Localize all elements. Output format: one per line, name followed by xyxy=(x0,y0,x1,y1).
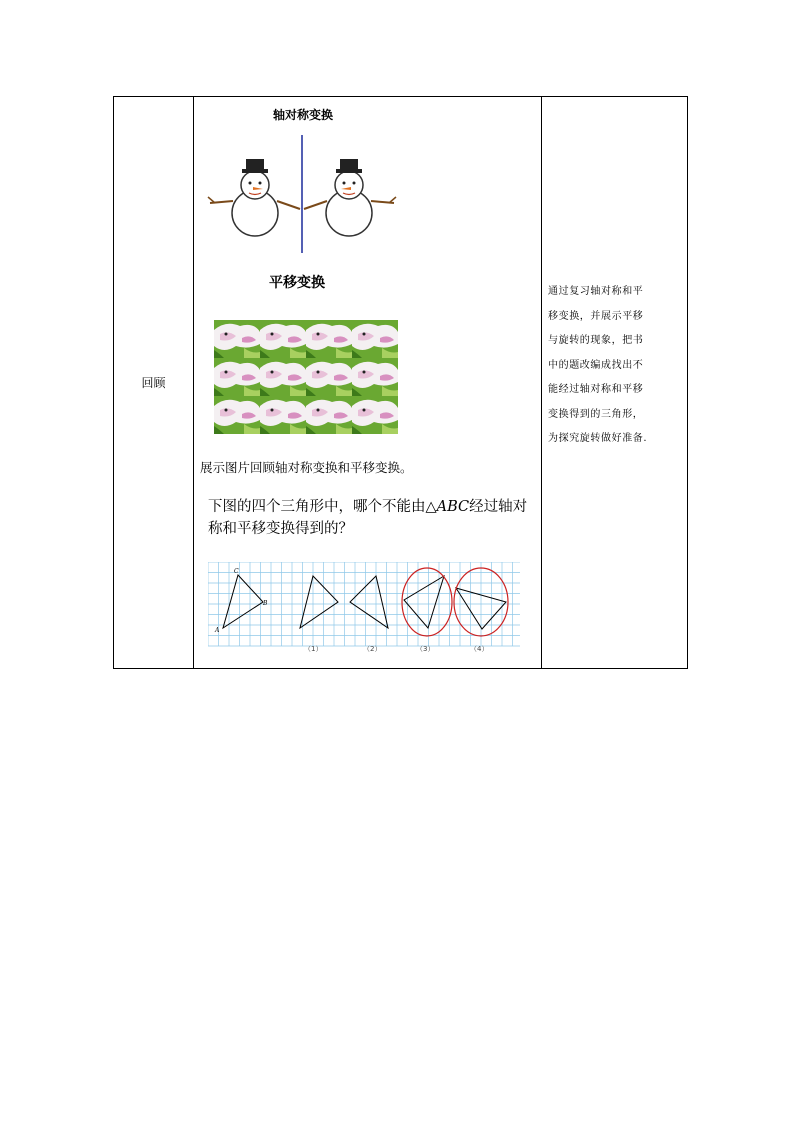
triangle-option-1 xyxy=(300,576,338,628)
notes-line: 为探究旋转做好准备. xyxy=(548,433,648,444)
vertex-label-c: C xyxy=(234,568,239,575)
triangle-option-3 xyxy=(404,576,444,628)
triangle-option-2 xyxy=(350,576,388,628)
option-label-3: （3） xyxy=(416,645,435,653)
question-text-start: 下图的四个三角形中，哪个不能由△ xyxy=(208,499,437,515)
option-label-2: （2） xyxy=(363,645,382,653)
question-triangle-name: ABC xyxy=(436,499,470,515)
translation-title: 平移变换 xyxy=(269,275,325,291)
triangle-grid-figure xyxy=(208,562,524,656)
axis-symmetry-title: 轴对称变换 xyxy=(273,108,334,122)
image-caption: 展示图片回顾轴对称变换和平移变换。 xyxy=(200,460,413,475)
option-label-1: （1） xyxy=(304,645,323,653)
notes-line: 中的题改编成找出不 xyxy=(548,359,644,371)
notes-line: 通过复习轴对称和平 xyxy=(548,286,644,297)
column-divider xyxy=(541,97,542,668)
vertex-label-a: A xyxy=(215,627,220,634)
notes-line: 移变换，并展示平移 xyxy=(548,310,644,322)
notes-line: 与旋转的现象，把书 xyxy=(548,335,644,346)
row-label: 回顾 xyxy=(141,376,166,390)
notes-line: 变换得到的三角形， xyxy=(548,408,644,420)
vertex-label-b: B xyxy=(263,600,268,607)
notes-line: 能经过轴对称和平移 xyxy=(548,384,644,395)
snowmen-symmetry-image xyxy=(205,135,405,255)
highlight-circle-3 xyxy=(402,568,452,636)
column-divider xyxy=(193,97,194,668)
question-text xyxy=(208,496,538,540)
question-text-end: 经过轴对称和平移变换得到的？ xyxy=(208,499,528,537)
bird-tessellation-image xyxy=(214,320,398,434)
option-label-4: （4） xyxy=(470,645,489,653)
teaching-notes xyxy=(548,280,680,452)
